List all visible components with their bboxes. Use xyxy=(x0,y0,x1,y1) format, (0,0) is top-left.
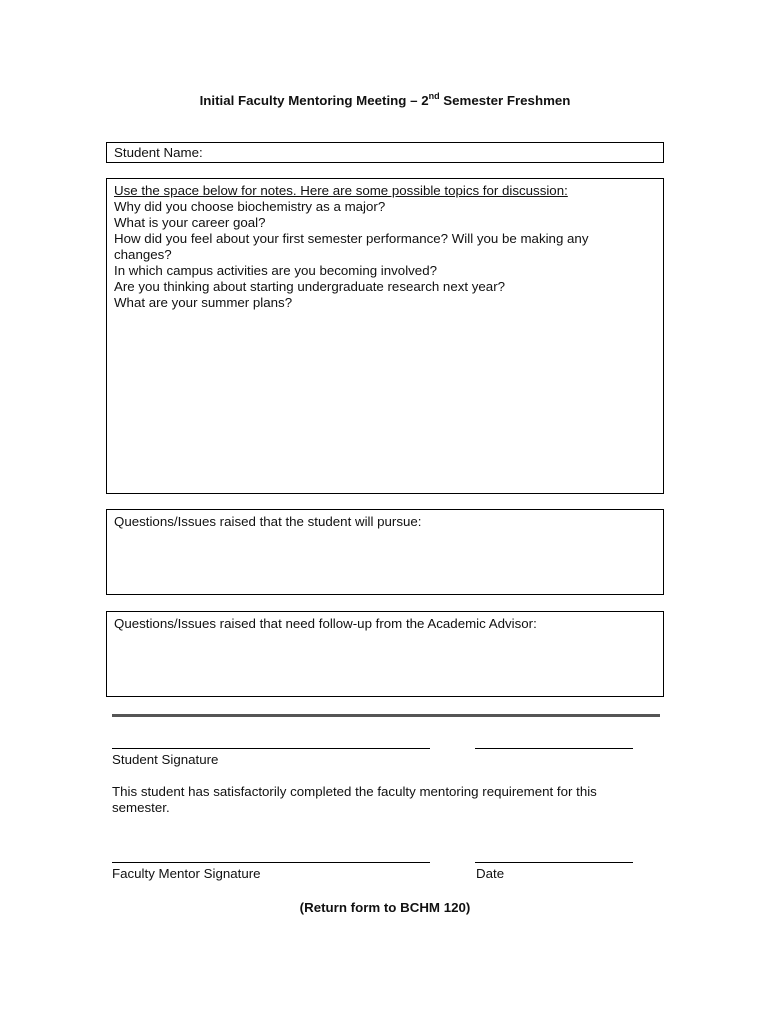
student-issues-label: Questions/Issues raised that the student will pursue: xyxy=(114,514,422,529)
notes-content xyxy=(114,183,588,311)
notes-topic: What is your career goal? xyxy=(114,215,266,230)
advisor-issues-label: Questions/Issues raised that need follow-up from the Academic Advisor: xyxy=(114,616,537,631)
completion-statement-line2: semester. xyxy=(112,800,170,815)
student-signature-label: Student Signature xyxy=(112,752,219,767)
faculty-signature-line[interactable] xyxy=(112,862,430,863)
notes-heading: Use the space below for notes. Here are some possible topics for discussion: xyxy=(114,183,568,198)
title-suffix: Semester Freshmen xyxy=(439,93,571,108)
title-superscript: nd xyxy=(428,91,440,101)
student-name-label: Student Name: xyxy=(114,145,203,160)
completion-statement-line1: This student has satisfactorily completed the faculty mentoring requirement for this xyxy=(112,784,597,799)
faculty-signature-label: Faculty Mentor Signature xyxy=(112,866,261,881)
section-divider xyxy=(112,714,660,717)
student-signature-line[interactable] xyxy=(112,748,430,749)
faculty-date-line[interactable] xyxy=(475,862,633,863)
student-issues-box[interactable] xyxy=(106,509,664,595)
notes-topic: In which campus activities are you becoming involved? xyxy=(114,263,437,278)
return-note: (Return form to BCHM 120) xyxy=(299,900,471,915)
notes-topic: Why did you choose biochemistry as a major? xyxy=(114,199,386,214)
notes-topic: changes? xyxy=(114,247,172,262)
notes-topic: How did you feel about your first semester performance? Will you be making any xyxy=(114,231,589,246)
notes-topic: Are you thinking about starting undergraduate research next year? xyxy=(114,279,506,294)
notes-box[interactable] xyxy=(106,178,664,494)
student-date-line[interactable] xyxy=(475,748,633,749)
advisor-issues-box[interactable] xyxy=(106,611,664,697)
notes-topic: What are your summer plans? xyxy=(114,295,293,310)
title-prefix: Initial Faculty Mentoring Meeting – 2 xyxy=(199,93,429,108)
date-label: Date xyxy=(476,866,505,881)
page-title xyxy=(0,93,770,108)
student-name-box[interactable] xyxy=(106,142,664,163)
